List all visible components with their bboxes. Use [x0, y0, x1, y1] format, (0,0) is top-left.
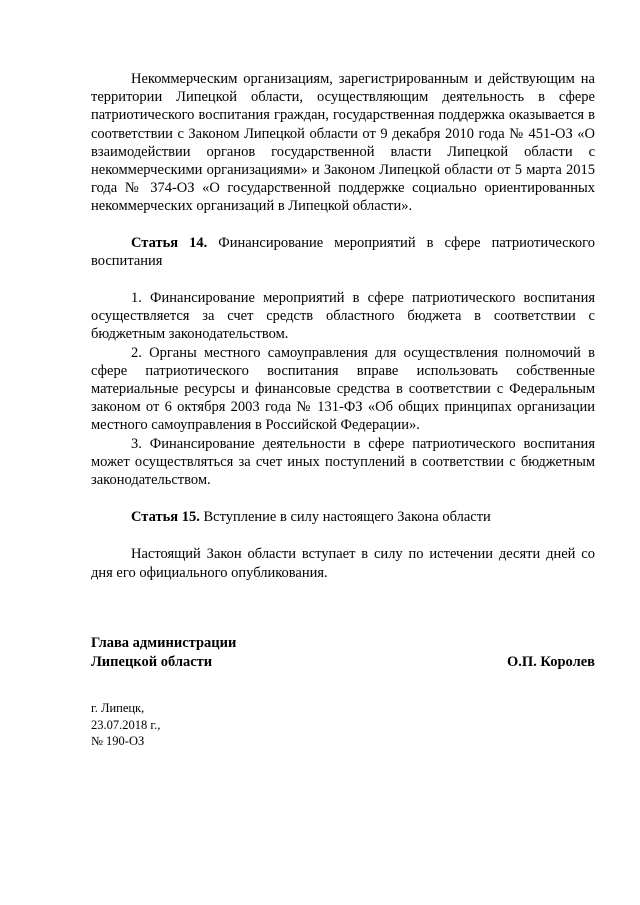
- article-14-title: Финансирование мероприятий в сфере патриотического воспитания: [91, 234, 596, 269]
- signatory-name: О.П. Королев: [507, 653, 595, 670]
- article-15-title: Вступление в силу настоящего Закона области: [203, 509, 491, 526]
- document-meta: [91, 700, 160, 750]
- signature-position-line-1: Глава администрации: [91, 635, 237, 651]
- article-15-heading: [91, 508, 595, 526]
- meta-law-number: № 190-ОЗ: [91, 734, 145, 748]
- document-body: [91, 70, 595, 582]
- article-14-number: Статья 14.: [131, 234, 208, 251]
- article-15-paragraph-1: Настоящий Закон области вступает в силу по истечении десяти дней со дня его официального опубликования.: [91, 546, 595, 581]
- signature-row: [91, 653, 595, 672]
- meta-date: 23.07.2018 г.,: [91, 717, 161, 732]
- article-14-paragraph-2: 2. Органы местного самоуправления для осуществления полномочий в сфере патриотического воспитания вправе использовать собственные материальные ресурсы и финансовые средства в соответствии с Федеральным законом от 6 октября 2003 года № 131-ФЗ «Об общих принципах организации местного самоуправления в Российской Федерации».: [91, 344, 595, 434]
- article-14-heading: [91, 234, 595, 270]
- signature-block: [91, 634, 595, 671]
- article-14-paragraph-1: 1. Финансирование мероприятий в сфере патриотического воспитания осуществляется за счет средств областного бюджета в соответствии с бюджетным законодательством.: [91, 290, 595, 343]
- signature-position-line-2: Липецкой области: [91, 653, 213, 670]
- article-14-paragraph-3: 3. Финансирование деятельности в сфере патриотического воспитания может осуществляться за счет иных поступлений в соответствии с бюджетным законодательством.: [91, 435, 595, 489]
- meta-place: г. Липецк,: [91, 701, 145, 715]
- article-15-number: Статья 15.: [131, 509, 200, 526]
- intro-paragraph: Некоммерческим организациям, зарегистрированным и действующим на территории Липецкой области, осуществляющим деятельность в сфере патриотического воспитания граждан, государственная поддержка оказывается в соответствии с Законом Липецкой области от 9 декабря 2010 года № 451-ОЗ «О взаимодействии органов государственной власти Липецкой области с некоммерческими организациями» и Законом Липецкой области от 5 марта 2015 года № 374-ОЗ «О государственной поддержке социально ориентированных некоммерческих организаций в Липецкой области».: [91, 71, 595, 215]
